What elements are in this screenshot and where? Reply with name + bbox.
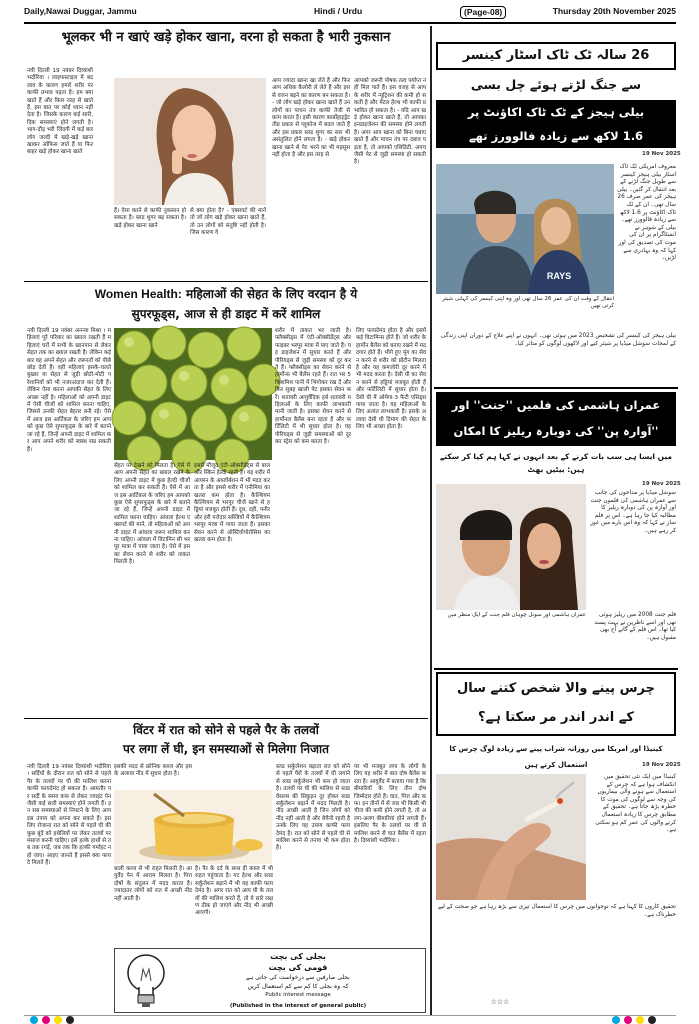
- ad-line2: قومی کی بچت: [268, 963, 328, 972]
- story3-headline2: पर लगा लें घी, इन समस्याओं से मिलेगा निजात: [123, 742, 329, 756]
- urdu1-subhead-bar: [436, 100, 676, 148]
- ad-line1: بجلی کی بچت: [270, 952, 326, 961]
- paper-name: Daily,Nawai Duggar, Jammu: [24, 6, 137, 16]
- story3-photo-ghee: [114, 790, 272, 864]
- registration-mark: [54, 1016, 62, 1024]
- urdu2-headline-bar: [436, 392, 676, 446]
- energy-saving-ad: [114, 948, 426, 1013]
- registration-mark: [66, 1016, 74, 1024]
- divider: [434, 387, 678, 389]
- urdu1-headline4: 1.6 لاکھ سے زیادہ فالوورز تھے: [468, 129, 644, 143]
- divider: [24, 281, 428, 282]
- urdu1-date: 19 Nov 2025: [642, 151, 681, 157]
- urdu1-headline3: بیلی ہیجز کے ٹک ٹاک اکاؤنٹ پر: [467, 105, 645, 119]
- story3-col2: इसकी मदद से क्रोनिक कब्ज और इसके अलावा नींद में सुधार होता है।: [114, 764, 192, 778]
- header-rule: [24, 22, 676, 24]
- section-divider: [430, 26, 432, 1016]
- ad-line3: بجلی صارفین سے درخواست کی جاتی ہے: [246, 974, 350, 981]
- urdu3-body2: تحقیق کاروں کا کہنا ہے کہ نوجوانوں میں چرس کا استعمال تیزی سے بڑھ رہا ہے جو صحت کے لیے خطرناک ہے۔: [437, 904, 676, 918]
- urdu3-body: کینیڈا میں ایک نئی تحقیق میں انکشاف ہوا ہے کہ چرس کے استعمال سے ہونے والی بیماریوں کی وجہ سے لوگوں کی موت کا خطرہ بڑھ جاتا ہے۔ تحقیق کے مطابق چرس کا زیادہ استعمال کرنے والوں کی عمر کم ہو سکتی ہے۔: [595, 774, 676, 834]
- story1-col1b: हैं। ऐसा करने से काफी नुकसान हो सकता है। ब्लड शुगर बढ़ सकता है। खड़े होकर खाना खाने: [114, 208, 186, 229]
- story3-col3: बाली कब्ज से भी राहत मिलती है। आयुर्वेद पेन में आराम मिलता है। पित्त दोषों के संतुलन में मदद करता है। ज्यादातर लोगों को रात में अच्छी नींद नहीं आती है।: [114, 866, 192, 902]
- language-label: Hindi / Urdu: [314, 6, 363, 16]
- registration-mark: [42, 1016, 50, 1024]
- masthead: [24, 6, 676, 20]
- urdu3-footer: ☆☆☆: [490, 998, 510, 1006]
- page-number: (Page-08): [460, 6, 506, 19]
- story2-headline-line1: [26, 285, 426, 304]
- urdu2-headline1: عمران ہاشمی کی فلمیں ''جنت'' اور: [451, 398, 661, 412]
- story3-headline1: विंटर में रात को सोने से पहले पैर के तलवों: [133, 723, 319, 737]
- bottom-rule: [24, 1015, 676, 1016]
- story2-headline1: महिलाओं की सेहत के लिए वरदान है ये: [186, 287, 358, 301]
- story2-col1: नयी दिल्ली 19 नवंबर अनन्या मिश्रा । महिलाएं पूरे परिवार का ख्याल रखती हैं महिलाएं घरों में सभी के खानपान से लेकर सेहत तक का ख्याल रखती हैं। लेकिन कई बार वह अपने सेहत और जरूरतों को पीछे छोड़ देती हैं। वहीं महिलाएं इसके-चलते बुखार या सेहत से जुड़ी छोटी-मोटी परेशानियों को भी नजरअंदाज कर देती हैं। लेकिन ऐसा करना आपकी सेहत के लिए अच्छा नहीं है। महिलाओं को अपनी डाइट में ऐसी चीजों को शामिल करना चाहिए, जिससे उनकी सेहत बेहतर बनी रहे। ऐसे में आज इस आर्टिकल के जरिए हम आपको कुछ ऐसे सुपरफूड्स के बारे में बताने जा रहे हैं, जिन्हें अपनी डाइट में शामिल कर आप अपने शरीर को स्वस्थ रख सकती हैं।: [27, 328, 111, 453]
- urdu2-date: 19 Nov 2025: [642, 481, 681, 487]
- ad-line5: Public interest message: [265, 992, 331, 998]
- story3-col6: पर भी मजबूत लगा के लोगों के लिए यह शरीर में बात दोष बैलेंस करता है। आयुर्वेद में बताया गया है कि बीमारियों के लिए तीन दोष जिम्मेदार होते हैं। वात, पित्त और कफ। इन तीनों में से जब भी किसी भी चीज की कमी होने लगती है, तो अलग-अलग बीमारियां होने लगती हैं। इसलिए पैर के तलवों पर घी से मालिश करने से वात बैलेंस में रहता है। दिव्यांशी भदौरिया ।: [354, 764, 426, 845]
- urdu3-headline-box: [436, 672, 676, 736]
- urdu3-photo: [436, 774, 586, 900]
- urdu2-subhead: میں ایسا ہی سب بات کرنے کے بعد انہوں نے کہا ہم کیا کر سکتے ہیں: بیٹیں بھٹ: [439, 452, 673, 474]
- urdu3-headline1: چرس پینے والا شخص کتنے سال: [457, 681, 655, 696]
- urdu1-headline1: 26 سالہ ٹک ٹاک اسٹار کینسر: [436, 42, 676, 70]
- story1-col4: आपको जरूरी पोषक तत्व पर्याप्त नहीं मिल पाते हैं। इस वजह से आपके शरीर में न्यूट्रिशन की कमी हो सकती है और मेंटल हेल्थ भी काफी प्रभावित हो सकता है। - यदि आप खड़े होकर खाना खाते हैं, तो आपका इनडाइजेशन की समस्या होने लगती है। अगर आप खाना को बिना चबाए खाते हैं और पाचन तंत्र पर दबाव पड़ता है, तो आपको एसिडिटी, अपच जैसी पेट से जुड़ी समस्या हो सकती है।: [354, 78, 426, 166]
- urdu2-caption: عمران ہاشمی اور سونل چوہان فلم جنت کے ایک منظر میں: [447, 612, 586, 618]
- story2-col3: इसमें मौजूद एंटी-ऑक्सीडेंट्स से बाल और स्किन हेल्दी रहती है। यह शरीर में आयरन के अब्जॉर्बशन में भी मदद करता है और इससे शरीर में एनीमिया का खतरा कम होता है। कैल्शियम कैल्शियम से भरपूर चीजें खाने से हड्डियां मजबूत होती हैं। दूध, दही, पनीर और हरी पत्तेदार सब्जियों में कैल्शियम भरपूर मात्रा में पाया जाता है। इसका सेवन करने से ऑस्टियोपोरोसिस का खतरा कम होता है।: [194, 463, 270, 544]
- urdu3-date: 19 Nov 2025: [642, 762, 681, 768]
- story3-col4: है। पैर के दर्द के साथ ही कब्ज में भी राहत पहुंचाता है। गट हेल्थ और ब्लड सर्कुलेशन बढ़ाने में भी यह काफी फायदेमंद है। अगर रात को आप घी के तलवों की मालिश करते हैं, तो ये सारे लक्षण ठीक हो जाएंगे और नींद भी अच्छी आएगी।: [195, 866, 273, 917]
- story3-col1: नयी दिल्ली 19 नवंबर दिव्यांशी भदौरिया । सर्दियों के दौरान रात को सोने से पहले पैर के तलवों पर घी की मालिश करना काफी फायदेमंद हो सकता है। आमतौर पर सर्दी के समय कफ से लेकर ज्वाइंट पेन जैसी कई सारी समस्याएं होने लगती हैं। इन सब समस्याओं से निपटने के लिए आप इस उपाय को अपना कर सकते हैं। इसलिए रोजाना रात को सोने से पहले घी की कुछ बूंदें को हथेलियों पर लेकर तलवों पर मसाज करनी चाहिए। इसे हल्के हाथों से तब तक रगड़ें, जब तक कि हल्की गर्माहट न हो जाए। आइए जानते हैं इससे क्या फायदे मिलते हैं।: [27, 764, 111, 867]
- story1-col3: आप ज्यादा खाना खा लेते हैं और फिर आप अधिक कैलोरी ले लेते हैं और इससे वजन बढ़ने का कारण बन सकता है। - जो लोग खड़े होकर खाना खाते हैं उन लोगों का पाचन तंत्र काफी तेजी से काम करता है। इसी कारण कार्बोहाइड्रेट तीव्र प्रकार से ग्लूकोज में बदल जाते हैं और इस प्रकार ब्लड शुगर का स्तर भी असंतुलित होने लगता है। - खड़े होकर खाना खाने से पेट भरने का भी महसूस नहीं होता है और इस तरह से: [272, 78, 350, 159]
- story2-col5: लिए फायदेमंद होता है और इसमें कई विटामिन्स होते हैं। जो शरीर के हार्मोन बैलेंस को बनाए रखने में मददगार होते हैं। भीगे हुए मूंग का सेवन करने से शरीर को प्रोटीन मिलता है और यह कमजोरी दूर करने में भी मदद करता है। देसी घी का सेवन करने से हड्डियां मजबूत होती हैं और फर्टिलिटी में सुधार होता है। देसी घी में ओमेगा-3 फैटी एसिड्स पाया जाता है। यह महिलाओं के लिए अत्यंत लाभकारी है। इसके अलावा देसी घी दिमाग की सेहत के लिए भी अच्छा होता है।: [356, 328, 426, 431]
- registration-mark: [648, 1016, 656, 1024]
- urdu1-photo: [436, 164, 614, 294]
- story2-label: Women Health:: [94, 287, 182, 301]
- urdu3-subhead: کینیڈا اور امریکا میں روزانہ شراب پینے سے زیادہ لوگ چرس کا استعمال کرتے ہیں: [449, 745, 663, 769]
- urdu1-caption: انتقال کے وقت ان کی عمر 26 سال تھی اور وہ اپنی کینسر کی کہانی شیئر کرتی تھیں: [442, 296, 614, 309]
- story2-photo-amla: [114, 328, 272, 460]
- lightbulb-icon: [121, 951, 171, 1011]
- story1-photo: [114, 78, 266, 205]
- story2-col4: शरीर में ताकत भर जाती है। फ्लैक्सीड्स में एंटी-ऑक्सीडेंट्स और फाइबर भरपूर मात्रा में पाए जाते हैं। यह डाइजेशन में सुधार करते हैं और पीरियड्स से जुड़ी समस्या को दूर करते हैं। फ्लैक्सीड्स का सेवन करने से हार्मोन्स भी बैलेंस रहते हैं। रात भर 5 किशमिश पानी में भिगोकर रख दें और फिर सुबह खाली पेट इसका सेवन करें। शतावरी आयुर्वेदिक हर्ब शतावरी महिलाओं के लिए काफी लाभकारी मानी जाती है। इसका सेवन करने से हार्मोनल बैलेंस बना रहता है और फर्टिलिटी में भी सुधार होता है। यह पीरियड्स से जुड़ी समस्याओं को दूर कर स्ट्रेस को कम करता है।: [275, 328, 351, 446]
- urdu3-headline2: کے اندر اندر مر سکتا ہے؟: [478, 710, 634, 725]
- registration-mark: [624, 1016, 632, 1024]
- urdu1-body: معروف امریکی ٹک ٹاک اسٹار بیلی ہیجز کینسر سے طویل جنگ لڑنے کے بعد انتقال کر گئیں۔ بیلی ہیجز کی عمر صرف 26 سال تھی۔ ان کے ٹک ٹاک اکاؤنٹ پر 1.6 لاکھ سے زیادہ فالوورز تھے۔ بیلی کے شوہر نے انسٹاگرام پر ان کی موت کی تصدیق کی اور کہا کہ وہ بہادری سے لڑیں۔: [617, 164, 676, 262]
- urdu2-body: سوشل میڈیا پر مداحوں کی جانب سے عمران ہاشمی کی فلموں جنت اور آوارہ پن کی دوبارہ ریلیز کا مطالبہ کیا جا رہا ہے۔ اس پر فلم ساز نے کہا کہ وہ اس بارے میں غور کر رہے ہیں۔: [590, 490, 676, 534]
- ad-line4: کہ وہ بجلی کا کم سے کم استعمال کریں: [247, 983, 349, 990]
- urdu2-photo: [436, 484, 586, 610]
- divider: [24, 718, 428, 719]
- story1-col1: नयी दिल्ली 19 नवंबर दिव्यांशी भदौरिया । लाइफस्टाइल में बदलाव के कारण हमारे शरीर पर काफी प्रभाव पड़ता है। हम क्या खाते हैं और किस तरह से खाते हैं, इस बात पर कोई ध्यान नहीं देता है। जिसके कारण कई सारी, दिक समस्याएं होने लगती है। भाग-दौड़ भरी जिंदगी में कई बार लोग जल्दी में खड़े-खड़े खाना खाकर ऑफिस जाते हैं या फिर बाहर खड़े होकर खाना खाते: [27, 68, 93, 156]
- ad-footer: (Published in the interest of general public): [229, 1003, 367, 1009]
- story1-col2: से क्या होता है? - एक्सपर्ट की मानें तो जो लोग खड़े होकर खाना खाते हैं, तो उन लोगों को संतुष्टि नहीं होती है। जिस कारण वे: [190, 208, 266, 237]
- divider: [434, 668, 678, 670]
- urdu1-headline2: سے جنگ لڑتے ہوئے چل بسی: [470, 77, 642, 92]
- urdu2-headline2: ''آوارہ پن'' کی دوبارہ ریلیز کا امکان: [453, 424, 659, 438]
- story1-headline: भूलकर भी न खाएं खड़े होकर खाना, वरना हो सकता है भारी नुकसान: [61, 30, 391, 45]
- story3-col5: ब्लड सर्कुलेशन बढ़ाता रात को सोने से पहले पैरों के तलवों में घी लगाने से ब्लड सर्कुलेशन भी कम हो जाता है। तलवों पर घी की मालिश से ब्लड वेसल्स की सिकुड़न दूर होकर ब्लड सर्कुलेशन बढ़ाने में मदद मिलती है। नींद अच्छी आती है जिन लोगों को नींद नहीं आती है और बेचैनी रहती है उनके लिए यह उपाय काफी फायदेमंद है। रात को सोने से पहले घी से मालिश करने से तनाव भी कम होता है।: [276, 764, 350, 852]
- story2-col2: सेहत पर देखने को मिलता है। ऐसे में आप अपनी सेहत का ख्याल रखने के लिए अपनी डाइट में कुछ हेल्दी चीजों को शामिल कर सकती हैं। ऐसे में आज इस आर्टिकल के जरिए हम आपको कुछ ऐसे सुपरफूड्स के बारे में बताने जा रहे हैं, जिन्हें अपनी डाइट में शामिल करना चाहिए। आंवला हेल्थ एक्सपर्ट की मानें, तो महिलाओं को अपनी डाइट में आंवला जरूर शामिल करना चाहिए। आंवला में विटामिन सी भरपूर मात्रा में पाया जाता है। ऐसे में इसका सेवन करने से शरीर को ताकत मिलती है।: [114, 463, 190, 566]
- story2-headline2: सुपरफूड्स, आज से ही डाइट में करें शामिल: [131, 307, 321, 321]
- urdu2-body2: فلم جنت 2008 میں ریلیز ہوئی تھی اور اسے ناظرین نے بہت پسند کیا تھا۔ اس فلم کے گانے آج بھی مقبول ہیں۔: [594, 612, 676, 641]
- svg-text:RAYS: RAYS: [546, 271, 572, 281]
- registration-mark: [636, 1016, 644, 1024]
- urdu1-body2: بیلی ہیجز کی کینسر کی تشخیص 2023 میں ہوئی تھی۔ انہوں نے اپنے علاج کے دوران اپنی زندگی کے لمحات سوشل میڈیا پر شیئر کیے اور لاکھوں لوگوں کو متاثر کیا۔: [440, 333, 676, 347]
- registration-mark: [612, 1016, 620, 1024]
- issue-date: Thursday 20th November 2025: [552, 6, 676, 16]
- registration-mark: [30, 1016, 38, 1024]
